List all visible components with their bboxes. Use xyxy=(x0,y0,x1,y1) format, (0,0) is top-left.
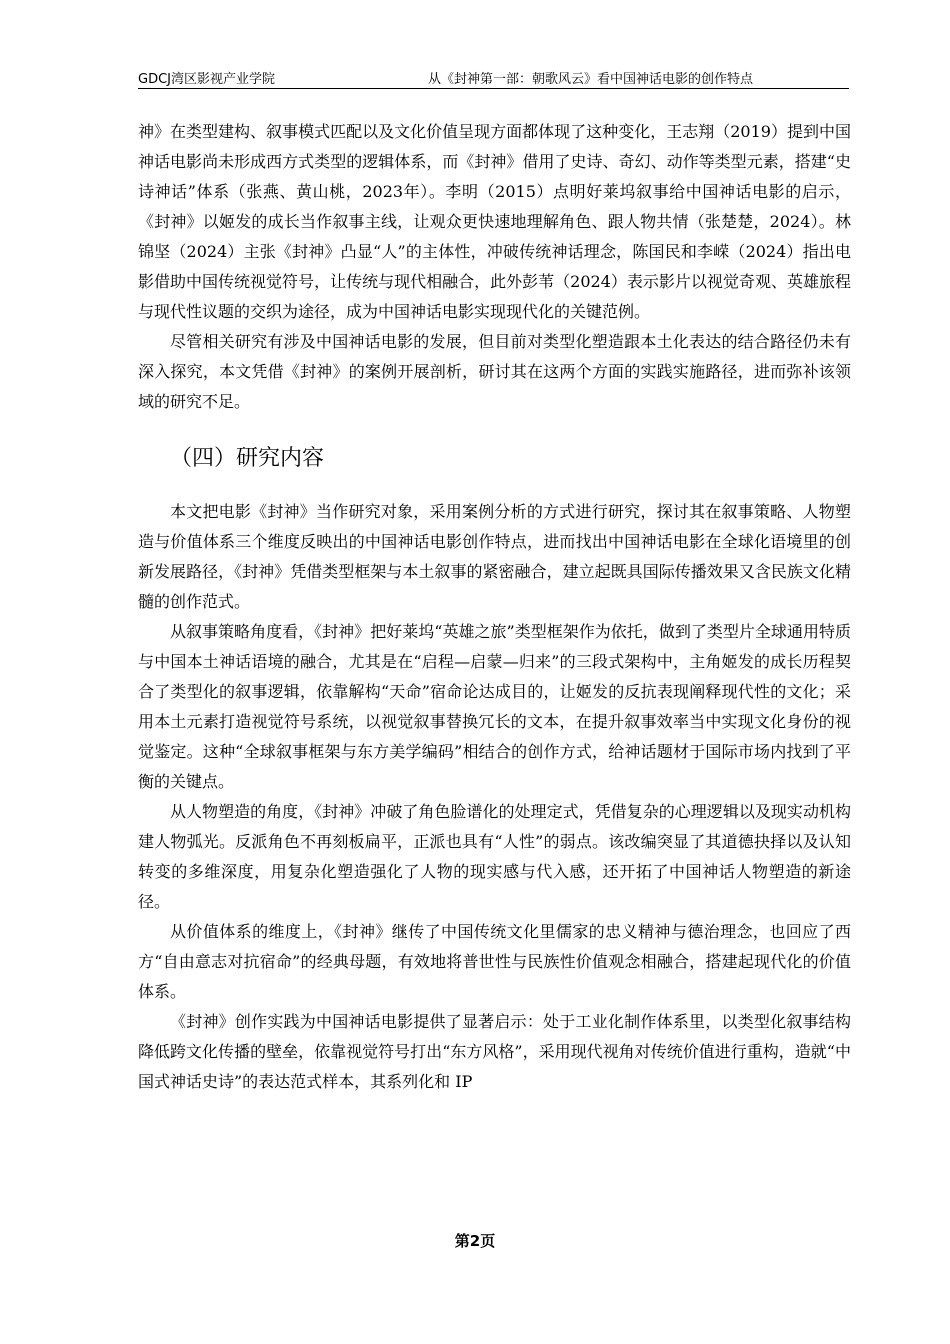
page-header xyxy=(138,66,849,89)
paragraph-value-system: 从价值体系的维度上，《封神》继传了中国传统文化里儒家的忠义精神与德治理念，也回应了西方“自由意志对抗宿命”的经典母题，有效地将普世性与民族性价值观念相融合，搭建起现代化的价值体系。 xyxy=(138,922,851,1001)
page-body xyxy=(138,117,851,1097)
page-number: 第2页 xyxy=(454,1232,496,1250)
paragraph-narrative-strategy: 从叙事策略角度看，《封神》把好莱坞“英雄之旅”类型框架作为依托，做到了类型片全球通用特质与中国本土神话语境的融合，尤其是在“启程—启蒙—归来”的三段式架构中，主角姬发的成长历程契合了类型化的叙事逻辑，依靠解构“天命”宿命论达成目的，让姬发的反抗表现阐释现代性的文化；采用本土元素打造视觉符号系统，以视觉叙事替换冗长的文本，在提升叙事效率当中实现文化身份的视觉鉴定。这种“全球叙事框架与东方美学编码”相结合的创作方式，给神话题材于国际市场内找到了平衡的关键点。 xyxy=(138,622,851,791)
paragraph-research-gap: 尽管相关研究有涉及中国神话电影的发展，但目前对类型化塑造跟本土化表达的结合路径仍未有深入探究，本文凭借《封神》的案例开展剖析，研讨其在这两个方面的实践实施路径，进而弥补该领域的研究不足。 xyxy=(138,332,851,411)
section-heading-research-content: （四）研究内容 xyxy=(170,446,325,471)
paragraph-research-overview: 本文把电影《封神》当作研究对象，采用案例分析的方式进行研究，探讨其在叙事策略、人物塑造与价值体系三个维度反映出的中国神话电影创作特点，进而找出中国神话电影在全球化语境里的创新发展路径，《封神》凭借类型框架与本土叙事的紧密融合，建立起既具国际传播效果又含民族文化精髓的创作范式。 xyxy=(138,502,851,611)
paragraph-literature-review: 神》在类型建构、叙事模式匹配以及文化价值呈现方面都体现了这种变化，王志翔（2019）提到中国神话电影尚未形成西方式类型的逻辑体系，而《封神》借用了史诗、奇幻、动作等类型元素，搭建“史诗神话”体系（张燕、黄山桃，2023年）。李明（2015）点明好莱坞叙事给中国神话电影的启示，《封神》以姬发的成长当作叙事主线，让观众更快速地理解角色、跟人物共情（张楚楚，2024）。林锦坚（2024）主张《封神》凸显“人”的主体性，冲破传统神话理念，陈国民和李嵘（2024）指出电影借助中国传统视觉符号，让传统与现代相融合，此外彭苇（2024）表示影片以视觉奇观、英雄旅程与现代性议题的交织为途径，成为中国神话电影实现现代化的关键范例。 xyxy=(138,122,851,321)
header-institution: GDCJ湾区影视产业学院 xyxy=(138,72,275,87)
paragraph-character-building: 从人物塑造的角度，《封神》冲破了角色脸谱化的处理定式，凭借复杂的心理逻辑以及现实动机构建人物弧光。反派角色不再刻板扁平，正派也具有“人性”的弱点。该改编突显了其道德抉择以及认知转变的多维深度，用复杂化塑造强化了人物的现实感与代入感，还开拓了中国神话人物塑造的新途径。 xyxy=(138,802,851,911)
header-paper-title: 从《封神第一部：朝歌风云》看中国神话电影的创作特点 xyxy=(428,72,754,87)
paragraph-implications: 《封神》创作实践为中国神话电影提供了显著启示：处于工业化制作体系里，以类型化叙事结构降低跨文化传播的壁垒，依靠视觉符号打出“东方风格”，采用现代视角对传统价值进行重构，造就“中国式神话史诗”的表达范式样本，其系列化和 IP xyxy=(138,1012,851,1091)
